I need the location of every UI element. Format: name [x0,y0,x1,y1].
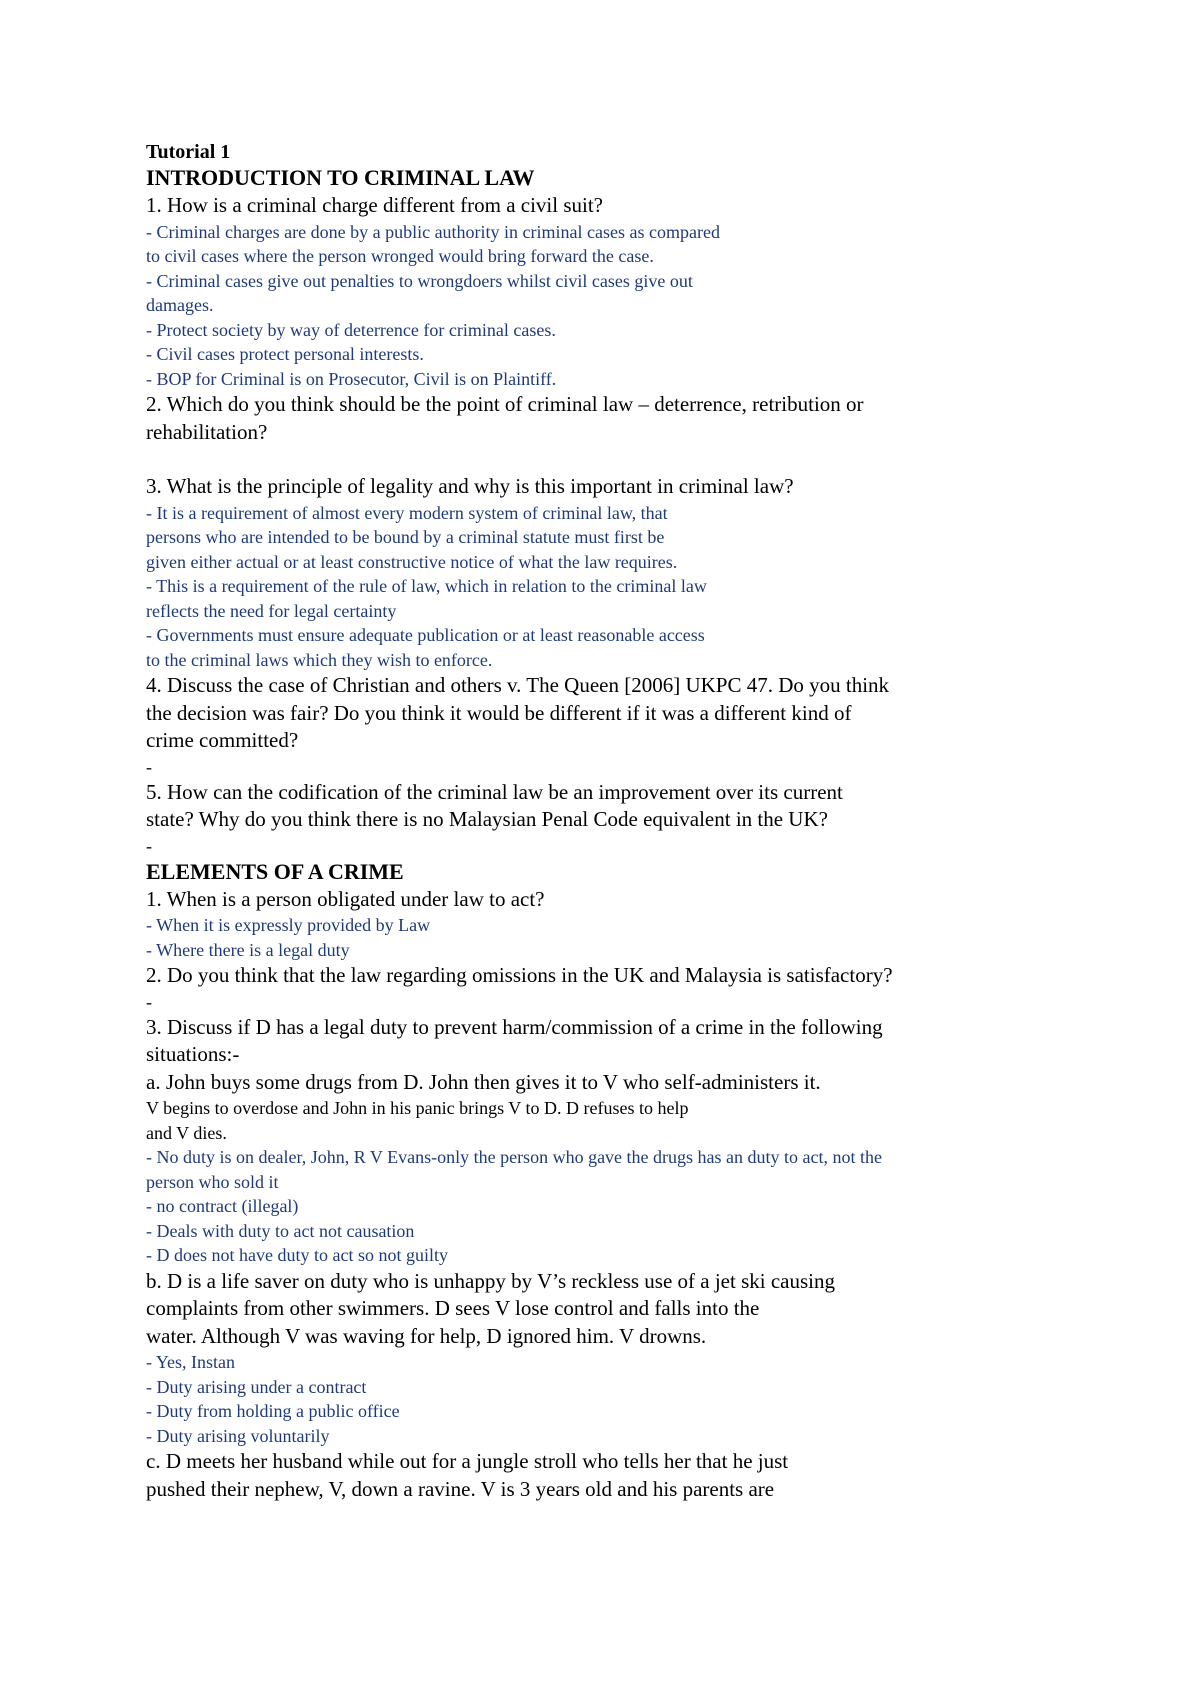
answer-line: persons who are intended to be bound by a criminal statute must first be [146,527,665,547]
answer-line: to civil cases where the person wronged would bring forward the case. [146,246,654,266]
answer-block-3 [146,501,1086,673]
question-line: rehabilitation? [146,419,268,444]
answer-line: - Duty from holding a public office [146,1401,400,1421]
answer-block-1 [146,220,1086,392]
answer-line: - This is a requirement of the rule of law, which in relation to the criminal law [146,576,707,596]
answer-line: - Duty arising under a contract [146,1376,367,1397]
section-heading-elements: ELEMENTS OF A CRIME [146,858,404,884]
answer-line: damages. [146,295,214,315]
question-3: 3. What is the principle of legality and why is this important in criminal law? [146,474,794,498]
blank-line [146,446,1086,473]
question-2: 2. Do you think that the law regarding omissions in the UK and Malaysia is satisfactory? [146,963,893,987]
document-page [146,140,1086,1503]
answer-placeholder: - [146,991,152,1012]
scenario-line: water. Although V was waving for help, D ignored him. V drowns. [146,1323,707,1348]
scenario-line: pushed their nephew, V, down a ravine. V is 3 years old and his parents are [146,1476,775,1501]
question-1: 1. When is a person obligated under law to act? [146,886,545,911]
scenario-line: complaints from other swimmers. D sees V lose control and falls into the [146,1296,760,1320]
scenario-line: b. D is a life saver on duty who is unhappy by V’s reckless use of a jet ski causing [146,1268,835,1293]
answer-placeholder: - [146,756,152,777]
answer-line: - Yes, Instan [146,1352,236,1372]
answer-line: - Criminal charges are done by a public authority in criminal cases as compared [146,221,720,242]
answer-block-b [146,1350,1086,1448]
question-line: 5. How can the codification of the criminal law be an improvement over its current [146,779,843,804]
answer-line: - No duty is on dealer, John, R V Evans-only the person who gave the drugs has an duty to act, not the [146,1147,882,1167]
answer-line: given either actual or at least constructive notice of what the law requires. [146,551,678,572]
answer-line: - Duty arising voluntarily [146,1425,330,1446]
answer-line: - BOP for Criminal is on Prosecutor, Civil is on Plaintiff. [146,368,557,389]
question-2 [146,391,1086,446]
answer-line: - Criminal cases give out penalties to wrongdoers whilst civil cases give out [146,270,693,291]
answer-line: - Governments must ensure adequate publication or at least reasonable access [146,625,705,645]
question-line: state? Why do you think there is no Malaysian Penal Code equivalent in the UK? [146,807,828,831]
question-5 [146,779,1086,834]
scenario-a: a. John buys some drugs from D. John then gives it to V who self-administers it. [146,1069,821,1094]
answer-block-1 [146,913,1086,962]
answer-line: - no contract (illegal) [146,1196,299,1216]
answer-line: person who sold it [146,1171,279,1192]
scenario-a-continued [146,1096,1086,1145]
section-heading-intro: INTRODUCTION TO CRIMINAL LAW [146,165,535,190]
question-line: 4. Discuss the case of Christian and others v. The Queen [2006] UKPC 47. Do you think [146,673,890,697]
answer-placeholder: - [146,835,152,856]
answer-line: reflects the need for legal certainty [146,600,397,621]
question-line: crime committed? [146,728,299,752]
scenario-b [146,1268,1086,1351]
scenario-line: c. D meets her husband while out for a jungle stroll who tells her that he just [146,1449,789,1473]
answer-line: - When it is expressly provided by Law [146,915,431,935]
question-line: the decision was fair? Do you think it would be different if it was a different kind of [146,700,852,725]
question-line: 2. Which do you think should be the point of criminal law – deterrence, retribution or [146,392,864,416]
answer-block-a [146,1145,1086,1268]
answer-line: - Where there is a legal duty [146,939,350,960]
answer-line: - Deals with duty to act not causation [146,1220,415,1241]
question-4 [146,672,1086,755]
tutorial-label: Tutorial 1 [146,141,231,163]
question-3 [146,1014,1086,1069]
answer-line: - Protect society by way of deterrence for criminal cases. [146,319,556,340]
answer-line: - It is a requirement of almost every modern system of criminal law, that [146,502,668,523]
question-line: situations:- [146,1042,240,1066]
question-1: 1. How is a criminal charge different from a civil suit? [146,193,603,217]
answer-line: to the criminal laws which they wish to enforce. [146,649,493,670]
question-line: 3. Discuss if D has a legal duty to prevent harm/commission of a crime in the following [146,1014,883,1039]
scenario-c [146,1448,1086,1503]
answer-line: - Civil cases protect personal interests. [146,344,424,364]
scenario-line: and V dies. [146,1122,227,1143]
scenario-line: V begins to overdose and John in his panic brings V to D. D refuses to help [146,1098,689,1118]
answer-line: - D does not have duty to act so not guilty [146,1245,448,1265]
